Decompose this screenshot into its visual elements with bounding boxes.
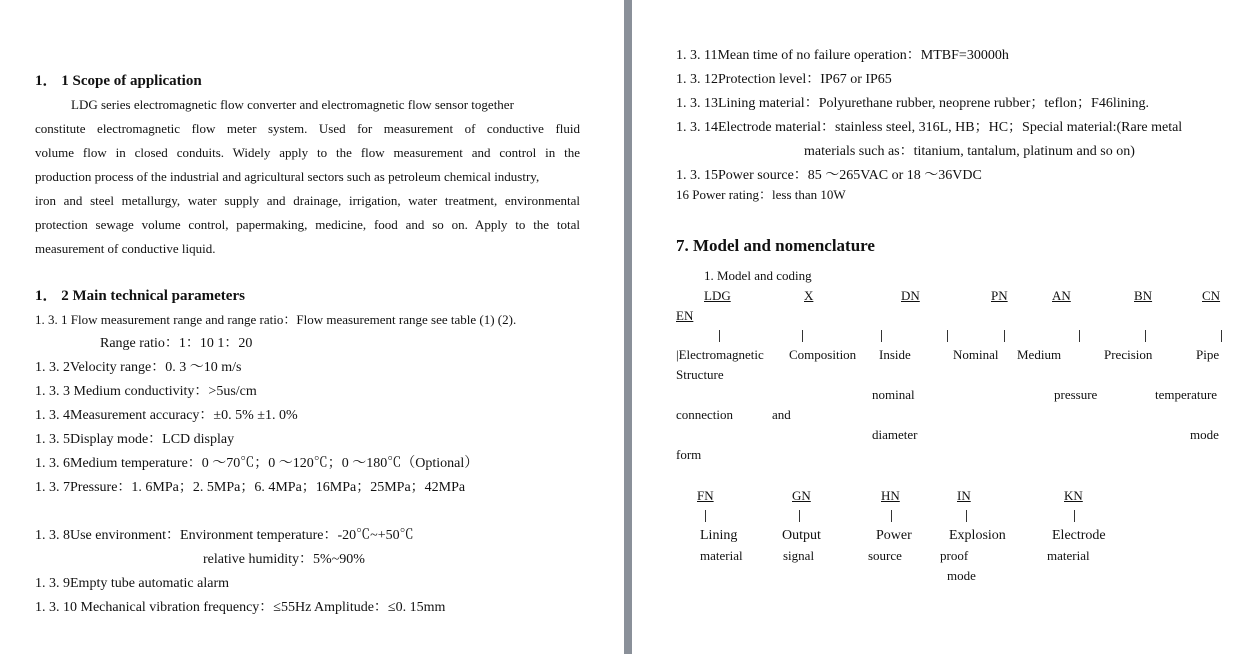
code-en: EN	[676, 308, 694, 323]
code-ldg: LDG	[704, 288, 731, 303]
param-1-3-15: 1. 3. 15Power source：85 ～265VAC or 18 ～36VDC	[676, 168, 982, 183]
label-electromagnetic: |Electromagnetic	[676, 347, 764, 362]
param-1-3-14-cont: materials such as：titanium, tantalum, platinum and so on)	[804, 144, 1135, 159]
param-1-3-14: 1. 3. 14Electrode material：stainless steel, 316L, HB；HC；Special material:(Rare metal	[676, 120, 1183, 135]
connector-tick	[1074, 510, 1075, 522]
page-divider	[624, 0, 632, 654]
code-dn: DN	[901, 288, 920, 303]
label-pipe: Pipe	[1196, 347, 1220, 362]
connector-tick	[1221, 330, 1222, 342]
param-1-3-4: 1. 3. 4Measurement accuracy：±0. 5% ±1. 0%	[35, 408, 298, 423]
label-temperature: temperature	[1155, 387, 1218, 402]
scope-line-5: iron and steel metallurgy, water supply and drainage, irrigation, water treatment, environmental	[35, 193, 580, 208]
label-power: Power	[876, 528, 912, 543]
code-bn: BN	[1134, 288, 1153, 303]
label-form: form	[676, 447, 702, 462]
label-nominal-2: nominal	[872, 387, 915, 402]
param-1-3-7: 1. 3. 7Pressure：1. 6MPa；2. 5MPa；6. 4MPa；16MPa；25MPa；42MPa	[35, 480, 466, 495]
section-heading-parameters: 1． 2 Main technical parameters	[35, 288, 245, 304]
param-16: 16 Power rating：less than 10W	[676, 187, 846, 202]
code-x: X	[804, 288, 814, 303]
param-1-3-13: 1. 3. 13Lining material：Polyurethane rubber, neoprene rubber；teflon；F46lining.	[676, 96, 1149, 111]
param-1-3-11: 1. 3. 11Mean time of no failure operation：MTBF=30000h	[676, 48, 1009, 63]
label-explosion: Explosion	[949, 528, 1006, 543]
label-nominal: Nominal	[953, 347, 999, 362]
scope-line-7: measurement of conductive liquid.	[35, 241, 216, 256]
param-1-3-9: 1. 3. 9Empty tube automatic alarm	[35, 576, 230, 591]
param-range-ratio: Range ratio：1：10 1：20	[100, 336, 253, 351]
code-in: IN	[957, 488, 971, 503]
param-1-3-5: 1. 3. 5Display mode：LCD display	[35, 432, 235, 447]
model-coding-subheading: 1. Model and coding	[704, 268, 812, 283]
param-1-3-10: 1. 3. 10 Mechanical vibration frequency：≤55Hz Amplitude：≤0. 15mm	[35, 600, 446, 615]
label-output-signal: signal	[783, 548, 815, 563]
code-pn: PN	[991, 288, 1008, 303]
label-diameter: diameter	[872, 427, 918, 442]
code-hn: HN	[881, 488, 900, 503]
param-humidity: relative humidity：5%~90%	[203, 552, 365, 567]
connector-tick	[799, 510, 800, 522]
right-page	[632, 0, 1254, 654]
scope-line-1: LDG series electromagnetic flow converter and electromagnetic flow sensor together	[71, 97, 514, 112]
connector-tick	[891, 510, 892, 522]
connector-tick	[1145, 330, 1146, 342]
code-cn: CN	[1202, 288, 1221, 303]
label-electrode-material: material	[1047, 548, 1090, 563]
param-1-3-6: 1. 3. 6Medium temperature：0 ～70℃；0 ～120℃；0 ～180℃（Optional）	[35, 456, 479, 471]
scope-line-2: constitute electromagnetic flow meter system. Used for measurement of conductive fluid	[35, 121, 580, 136]
connector-tick	[1004, 330, 1005, 342]
left-page	[0, 0, 624, 654]
scope-line-3: volume flow in closed conduits. Widely apply to the flow measurement and control in the	[35, 145, 580, 160]
label-explosion-mode: mode	[947, 568, 976, 583]
code-kn: KN	[1064, 488, 1083, 503]
param-1-3-1: 1. 3. 1 Flow measurement range and range ratio：Flow measurement range see table (1) (2).	[35, 312, 517, 327]
param-1-3-8: 1. 3. 8Use environment：Environment temperature：-20℃~+50℃	[35, 528, 414, 543]
code-an: AN	[1052, 288, 1071, 303]
label-precision: Precision	[1104, 347, 1153, 362]
code-gn: GN	[792, 488, 811, 503]
param-1-3-3: 1. 3. 3 Medium conductivity：>5us/cm	[35, 384, 257, 399]
label-output: Output	[782, 528, 821, 543]
code-fn: FN	[697, 488, 714, 503]
connector-tick	[947, 330, 948, 342]
connector-tick	[881, 330, 882, 342]
connector-tick	[719, 330, 720, 342]
label-pressure: pressure	[1054, 387, 1098, 402]
section-heading-scope: 1． 1 Scope of application	[35, 73, 202, 89]
label-lining-material: material	[700, 548, 743, 563]
connector-tick	[705, 510, 706, 522]
scope-line-6: protection sewage volume control, papermaking, medicine, food and so on. Apply to the total	[35, 217, 580, 232]
label-inside: Inside	[879, 347, 911, 362]
label-lining: Lining	[700, 528, 738, 543]
label-structure: Structure	[676, 367, 724, 382]
label-medium: Medium	[1017, 347, 1062, 362]
label-composition: Composition	[789, 347, 857, 362]
label-mode: mode	[1190, 427, 1219, 442]
label-power-source: source	[868, 548, 902, 563]
label-connection: connection	[676, 407, 734, 422]
label-and: and	[772, 407, 791, 422]
label-electrode: Electrode	[1052, 528, 1106, 543]
label-explosion-proof: proof	[940, 548, 969, 563]
connector-tick	[802, 330, 803, 342]
section-heading-model: 7. Model and nomenclature	[676, 236, 875, 255]
scope-line-4: production process of the industrial and agricultural sectors such as petroleum chemical industry,	[35, 169, 540, 184]
param-1-3-12: 1. 3. 12Protection level：IP67 or IP65	[676, 72, 892, 87]
connector-tick	[966, 510, 967, 522]
connector-tick	[1079, 330, 1080, 342]
param-1-3-2: 1. 3. 2Velocity range：0. 3 ～10 m/s	[35, 360, 242, 375]
